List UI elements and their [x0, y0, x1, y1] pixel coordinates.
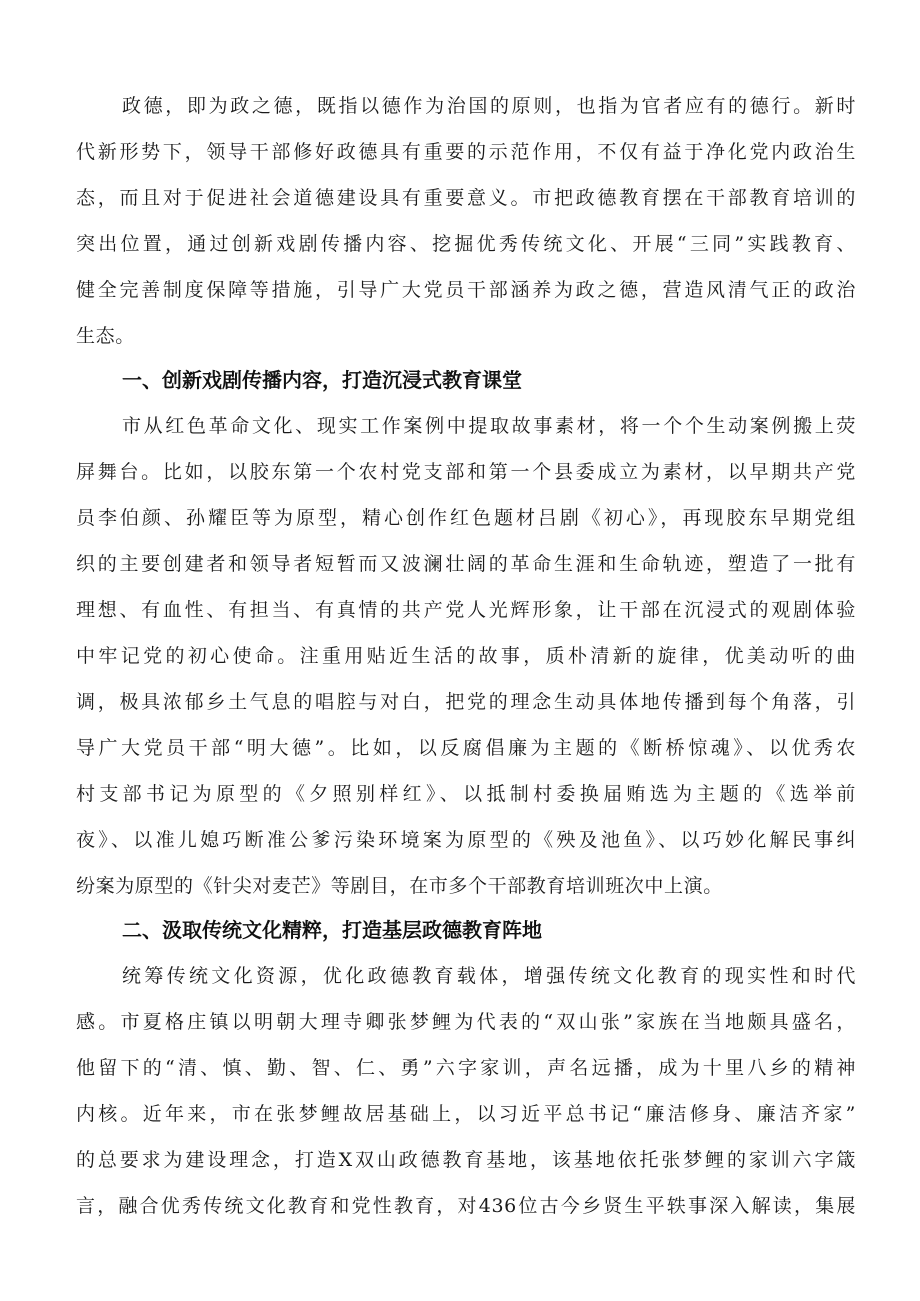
text-line: 内核。近年来，市在张梦鲤故居基础上，以习近平总书记“廉洁修身、廉洁齐家”	[76, 1103, 856, 1125]
text-line: 态，而且对于促进社会道德建设具有重要意义。市把政德教育摆在干部教育培训的	[76, 187, 856, 209]
text-line: 织的主要创建者和领导者短暂而又波澜壮阔的革命生涯和生命轨迹，塑造了一批有	[76, 553, 856, 575]
text-line: 的总要求为建设理念，打造X双山政德教育基地，该基地依托张梦鲤的家训六字箴	[76, 1149, 856, 1171]
text-line: 感。市夏格庄镇以明朝大理寺卿张梦鲤为代表的“双山张”家族在当地颇具盛名，	[76, 1011, 856, 1033]
text-line: 纷案为原型的《针尖对麦芒》等剧目，在市多个干部教育培训班次中上演。	[76, 875, 723, 897]
text-line: 理想、有血性、有担当、有真情的共产党人光辉形象，让干部在沉浸式的观剧体验	[76, 599, 856, 621]
text-line: 市从红色革命文化、现实工作案例中提取故事素材，将一个个生动案例搬上荧	[122, 415, 856, 437]
text-line: 健全完善制度保障等措施，引导广大党员干部涵养为政之德，营造风清气正的政治	[76, 279, 856, 301]
text-line: 生态。	[76, 325, 135, 347]
text-line: 言，融合优秀传统文化教育和党性教育，对436位古今乡贤生平轶事深入解读，集展	[76, 1195, 856, 1217]
text-line: 他留下的“清、慎、勤、智、仁、勇”六字家训，声名远播，成为十里八乡的精神	[76, 1057, 856, 1079]
text-line: 导广大党员干部“明大德”。比如，以反腐倡廉为主题的《断桥惊魂》、以优秀农	[76, 737, 856, 759]
section-heading: 一、创新戏剧传播内容，打造沉浸式教育课堂	[122, 368, 522, 392]
text-line: 村支部书记为原型的《夕照别样红》、以抵制村委换届贿选为主题的《选举前	[76, 783, 856, 805]
text-line: 统筹传统文化资源，优化政德教育载体，增强传统文化教育的现实性和时代	[122, 965, 856, 987]
text-line: 屏舞台。比如，以胶东第一个农村党支部和第一个县委成立为素材，以早期共产党	[76, 461, 856, 483]
text-line: 夜》、以准儿媳巧断准公爹污染环境案为原型的《殃及池鱼》、以巧妙化解民事纠	[76, 829, 856, 851]
text-line: 调，极具浓郁乡土气息的唱腔与对白，把党的理念生动具体地传播到每个角落，引	[76, 691, 856, 713]
section-heading: 二、汲取传统文化精粹，打造基层政德教育阵地	[122, 918, 542, 942]
text-line: 政德，即为政之德，既指以德作为治国的原则，也指为官者应有的德行。新时	[122, 95, 856, 117]
text-line: 突出位置，通过创新戏剧传播内容、挖掘优秀传统文化、开展“三同”实践教育、	[76, 233, 856, 255]
text-line: 员李伯颜、孙耀臣等为原型，精心创作红色题材吕剧《初心》，再现胶东早期党组	[76, 507, 856, 529]
text-line: 代新形势下，领导干部修好政德具有重要的示范作用，不仅有益于净化党内政治生	[76, 141, 856, 163]
text-line: 中牢记党的初心使命。注重用贴近生活的故事，质朴清新的旋律，优美动听的曲	[76, 645, 856, 667]
